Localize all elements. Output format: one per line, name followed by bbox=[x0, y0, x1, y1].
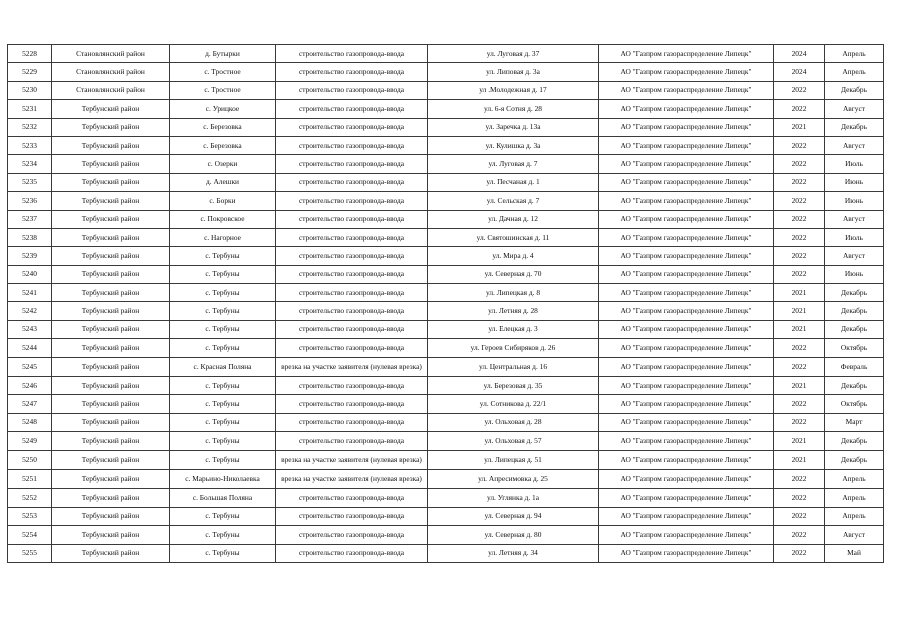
row-number-cell: 5241 bbox=[8, 284, 52, 302]
work-type-cell: строительство газопровода-ввода bbox=[276, 210, 428, 228]
district-cell: Тербунский район bbox=[52, 100, 170, 118]
year-cell: 2022 bbox=[774, 136, 825, 154]
organization-cell: АО "Газпром газораспределение Липецк" bbox=[599, 284, 774, 302]
year-cell: 2022 bbox=[774, 489, 825, 507]
table-row bbox=[8, 377, 884, 395]
work-type-cell: строительство газопровода-ввода bbox=[276, 136, 428, 154]
organization-cell: АО "Газпром газораспределение Липецк" bbox=[599, 210, 774, 228]
district-cell: Тербунский район bbox=[52, 265, 170, 283]
table-row bbox=[8, 357, 884, 376]
address-cell: ул. Летняя д. 34 bbox=[428, 544, 599, 562]
settlement-cell: с. Тербуны bbox=[170, 395, 276, 413]
organization-cell: АО "Газпром газораспределение Липецк" bbox=[599, 357, 774, 376]
address-cell: ул. Песчаная д. 1 bbox=[428, 173, 599, 191]
row-number-cell: 5251 bbox=[8, 469, 52, 488]
organization-cell: АО "Газпром газораспределение Липецк" bbox=[599, 302, 774, 320]
district-cell: Тербунский район bbox=[52, 284, 170, 302]
address-cell: ул. Сельская д. 7 bbox=[428, 192, 599, 210]
address-cell: ул. Сотникова д. 22/1 bbox=[428, 395, 599, 413]
district-cell: Тербунский район bbox=[52, 228, 170, 246]
settlement-cell: с. Тербуны bbox=[170, 247, 276, 265]
year-cell: 2022 bbox=[774, 507, 825, 525]
month-cell: Июнь bbox=[825, 192, 884, 210]
month-cell: Февраль bbox=[825, 357, 884, 376]
organization-cell: АО "Газпром газораспределение Липецк" bbox=[599, 136, 774, 154]
district-cell: Тербунский район bbox=[52, 357, 170, 376]
organization-cell: АО "Газпром газораспределение Липецк" bbox=[599, 228, 774, 246]
district-cell: Тербунский район bbox=[52, 136, 170, 154]
settlement-cell: с. Урицкое bbox=[170, 100, 276, 118]
organization-cell: АО "Газпром газораспределение Липецк" bbox=[599, 155, 774, 173]
district-cell: Тербунский район bbox=[52, 432, 170, 450]
district-cell: Тербунский район bbox=[52, 544, 170, 562]
table-row bbox=[8, 395, 884, 413]
organization-cell: АО "Газпром газораспределение Липецк" bbox=[599, 63, 774, 81]
year-cell: 2022 bbox=[774, 228, 825, 246]
work-type-cell: строительство газопровода-ввода bbox=[276, 100, 428, 118]
district-cell: Тербунский район bbox=[52, 339, 170, 357]
row-number-cell: 5230 bbox=[8, 81, 52, 99]
organization-cell: АО "Газпром газораспределение Липецк" bbox=[599, 377, 774, 395]
address-cell: ул .Молодежная д. 17 bbox=[428, 81, 599, 99]
work-type-cell: строительство газопровода-ввода bbox=[276, 526, 428, 544]
work-type-cell: строительство газопровода-ввода bbox=[276, 228, 428, 246]
row-number-cell: 5244 bbox=[8, 339, 52, 357]
district-cell: Тербунский район bbox=[52, 507, 170, 525]
district-cell: Тербунский район bbox=[52, 377, 170, 395]
settlement-cell: с. Тербуны bbox=[170, 320, 276, 338]
row-number-cell: 5253 bbox=[8, 507, 52, 525]
table-row bbox=[8, 265, 884, 283]
settlement-cell: с. Большая Поляна bbox=[170, 489, 276, 507]
work-type-cell: строительство газопровода-ввода bbox=[276, 173, 428, 191]
address-cell: ул. Кулишка д. 3а bbox=[428, 136, 599, 154]
settlement-cell: д. Алешки bbox=[170, 173, 276, 191]
address-cell: ул. Северная д. 94 bbox=[428, 507, 599, 525]
address-cell: ул. Луговая д. 7 bbox=[428, 155, 599, 173]
table-row bbox=[8, 210, 884, 228]
row-number-cell: 5245 bbox=[8, 357, 52, 376]
work-type-cell: строительство газопровода-ввода bbox=[276, 81, 428, 99]
row-number-cell: 5232 bbox=[8, 118, 52, 136]
address-cell: ул. 6-я Сотня д. 28 bbox=[428, 100, 599, 118]
document-sheet bbox=[7, 44, 883, 563]
organization-cell: АО "Газпром газораспределение Липецк" bbox=[599, 265, 774, 283]
organization-cell: АО "Газпром газораспределение Липецк" bbox=[599, 320, 774, 338]
table-row bbox=[8, 469, 884, 488]
table-row bbox=[8, 339, 884, 357]
address-cell: ул. Святошинская д. 11 bbox=[428, 228, 599, 246]
organization-cell: АО "Газпром газораспределение Липецк" bbox=[599, 173, 774, 191]
row-number-cell: 5231 bbox=[8, 100, 52, 118]
row-number-cell: 5255 bbox=[8, 544, 52, 562]
district-cell: Тербунский район bbox=[52, 173, 170, 191]
settlement-cell: с. Тербуны bbox=[170, 377, 276, 395]
table-row bbox=[8, 100, 884, 118]
year-cell: 2022 bbox=[774, 413, 825, 431]
row-number-cell: 5237 bbox=[8, 210, 52, 228]
table-row bbox=[8, 526, 884, 544]
work-type-cell: строительство газопровода-ввода bbox=[276, 118, 428, 136]
address-cell: ул. Березовая д. 35 bbox=[428, 377, 599, 395]
organization-cell: АО "Газпром газораспределение Липецк" bbox=[599, 395, 774, 413]
month-cell: Август bbox=[825, 136, 884, 154]
settlement-cell: с. Покровское bbox=[170, 210, 276, 228]
table-row bbox=[8, 507, 884, 525]
table-row bbox=[8, 118, 884, 136]
row-number-cell: 5234 bbox=[8, 155, 52, 173]
district-cell: Тербунский район bbox=[52, 247, 170, 265]
work-type-cell: строительство газопровода-ввода bbox=[276, 284, 428, 302]
year-cell: 2022 bbox=[774, 265, 825, 283]
year-cell: 2022 bbox=[774, 469, 825, 488]
work-type-cell: врезка на участке заявителя (нулевая врезка) bbox=[276, 357, 428, 376]
row-number-cell: 5228 bbox=[8, 45, 52, 63]
gas-connection-table bbox=[7, 44, 884, 563]
month-cell: Июнь bbox=[825, 173, 884, 191]
row-number-cell: 5247 bbox=[8, 395, 52, 413]
work-type-cell: строительство газопровода-ввода bbox=[276, 507, 428, 525]
address-cell: ул. Липецкая д. 8 bbox=[428, 284, 599, 302]
address-cell: ул. Дачная д. 12 bbox=[428, 210, 599, 228]
organization-cell: АО "Газпром газораспределение Липецк" bbox=[599, 469, 774, 488]
month-cell: Декабрь bbox=[825, 118, 884, 136]
district-cell: Тербунский район bbox=[52, 155, 170, 173]
year-cell: 2022 bbox=[774, 526, 825, 544]
month-cell: Декабрь bbox=[825, 284, 884, 302]
organization-cell: АО "Газпром газораспределение Липецк" bbox=[599, 544, 774, 562]
district-cell: Тербунский район bbox=[52, 302, 170, 320]
organization-cell: АО "Газпром газораспределение Липецк" bbox=[599, 507, 774, 525]
settlement-cell: с. Борки bbox=[170, 192, 276, 210]
year-cell: 2021 bbox=[774, 377, 825, 395]
settlement-cell: с. Озерки bbox=[170, 155, 276, 173]
month-cell: Апрель bbox=[825, 469, 884, 488]
settlement-cell: с. Тербуны bbox=[170, 265, 276, 283]
address-cell: ул. Северная д. 80 bbox=[428, 526, 599, 544]
row-number-cell: 5238 bbox=[8, 228, 52, 246]
organization-cell: АО "Газпром газораспределение Липецк" bbox=[599, 45, 774, 63]
work-type-cell: строительство газопровода-ввода bbox=[276, 265, 428, 283]
settlement-cell: с. Тербуны bbox=[170, 413, 276, 431]
month-cell: Март bbox=[825, 413, 884, 431]
year-cell: 2021 bbox=[774, 320, 825, 338]
settlement-cell: с. Тербуны bbox=[170, 284, 276, 302]
settlement-cell: с. Березовка bbox=[170, 136, 276, 154]
organization-cell: АО "Газпром газораспределение Липецк" bbox=[599, 100, 774, 118]
row-number-cell: 5246 bbox=[8, 377, 52, 395]
table-row bbox=[8, 450, 884, 469]
organization-cell: АО "Газпром газораспределение Липецк" bbox=[599, 192, 774, 210]
month-cell: Апрель bbox=[825, 489, 884, 507]
year-cell: 2022 bbox=[774, 395, 825, 413]
work-type-cell: строительство газопровода-ввода bbox=[276, 377, 428, 395]
year-cell: 2024 bbox=[774, 63, 825, 81]
district-cell: Тербунский район bbox=[52, 450, 170, 469]
year-cell: 2022 bbox=[774, 339, 825, 357]
work-type-cell: строительство газопровода-ввода bbox=[276, 192, 428, 210]
month-cell: Июль bbox=[825, 155, 884, 173]
month-cell: Декабрь bbox=[825, 320, 884, 338]
row-number-cell: 5243 bbox=[8, 320, 52, 338]
month-cell: Декабрь bbox=[825, 377, 884, 395]
work-type-cell: строительство газопровода-ввода bbox=[276, 302, 428, 320]
month-cell: Август bbox=[825, 247, 884, 265]
work-type-cell: строительство газопровода-ввода bbox=[276, 432, 428, 450]
settlement-cell: с. Тербуны bbox=[170, 450, 276, 469]
year-cell: 2021 bbox=[774, 432, 825, 450]
address-cell: ул. Ольховая д. 28 bbox=[428, 413, 599, 431]
year-cell: 2024 bbox=[774, 45, 825, 63]
district-cell: Тербунский район bbox=[52, 320, 170, 338]
district-cell: Тербунский район bbox=[52, 210, 170, 228]
row-number-cell: 5239 bbox=[8, 247, 52, 265]
organization-cell: АО "Газпром газораспределение Липецк" bbox=[599, 118, 774, 136]
district-cell: Тербунский район bbox=[52, 413, 170, 431]
row-number-cell: 5248 bbox=[8, 413, 52, 431]
table-row bbox=[8, 45, 884, 63]
district-cell: Становлянский район bbox=[52, 63, 170, 81]
table-row bbox=[8, 155, 884, 173]
table-row bbox=[8, 247, 884, 265]
year-cell: 2022 bbox=[774, 173, 825, 191]
table-row bbox=[8, 302, 884, 320]
row-number-cell: 5236 bbox=[8, 192, 52, 210]
year-cell: 2022 bbox=[774, 544, 825, 562]
settlement-cell: с. Тростное bbox=[170, 63, 276, 81]
work-type-cell: врезка на участке заявителя (нулевая врезка) bbox=[276, 450, 428, 469]
settlement-cell: с. Красная Поляна bbox=[170, 357, 276, 376]
district-cell: Тербунский район bbox=[52, 526, 170, 544]
month-cell: Октябрь bbox=[825, 395, 884, 413]
address-cell: ул. Летняя д. 28 bbox=[428, 302, 599, 320]
district-cell: Тербунский район bbox=[52, 469, 170, 488]
district-cell: Становлянский район bbox=[52, 45, 170, 63]
organization-cell: АО "Газпром газораспределение Липецк" bbox=[599, 339, 774, 357]
address-cell: ул. Мира д. 4 bbox=[428, 247, 599, 265]
table-row bbox=[8, 432, 884, 450]
month-cell: Октябрь bbox=[825, 339, 884, 357]
month-cell: Август bbox=[825, 100, 884, 118]
table-body bbox=[8, 45, 884, 563]
address-cell: ул. Героев Сибиряков д. 26 bbox=[428, 339, 599, 357]
district-cell: Становлянский район bbox=[52, 81, 170, 99]
organization-cell: АО "Газпром газораспределение Липецк" bbox=[599, 247, 774, 265]
month-cell: Декабрь bbox=[825, 450, 884, 469]
district-cell: Тербунский район bbox=[52, 118, 170, 136]
work-type-cell: строительство газопровода-ввода bbox=[276, 247, 428, 265]
table-row bbox=[8, 136, 884, 154]
row-number-cell: 5240 bbox=[8, 265, 52, 283]
address-cell: ул. Углянка д. 1а bbox=[428, 489, 599, 507]
organization-cell: АО "Газпром газораспределение Липецк" bbox=[599, 450, 774, 469]
month-cell: Июнь bbox=[825, 265, 884, 283]
address-cell: ул. Липовая д. 3а bbox=[428, 63, 599, 81]
settlement-cell: с. Марьино-Николаевка bbox=[170, 469, 276, 488]
month-cell: Апрель bbox=[825, 63, 884, 81]
month-cell: Декабрь bbox=[825, 81, 884, 99]
row-number-cell: 5235 bbox=[8, 173, 52, 191]
address-cell: ул. Липецкая д. 51 bbox=[428, 450, 599, 469]
row-number-cell: 5249 bbox=[8, 432, 52, 450]
organization-cell: АО "Газпром газораспределение Липецк" bbox=[599, 432, 774, 450]
settlement-cell: с. Тербуны bbox=[170, 339, 276, 357]
address-cell: ул. Заречка д. 13а bbox=[428, 118, 599, 136]
month-cell: Май bbox=[825, 544, 884, 562]
month-cell: Декабрь bbox=[825, 302, 884, 320]
work-type-cell: строительство газопровода-ввода bbox=[276, 544, 428, 562]
district-cell: Тербунский район bbox=[52, 489, 170, 507]
settlement-cell: с. Березовка bbox=[170, 118, 276, 136]
address-cell: ул. Ольховая д. 57 bbox=[428, 432, 599, 450]
settlement-cell: с. Тростное bbox=[170, 81, 276, 99]
address-cell: ул. Центральная д. 16 bbox=[428, 357, 599, 376]
row-number-cell: 5252 bbox=[8, 489, 52, 507]
settlement-cell: с. Тербуны bbox=[170, 302, 276, 320]
year-cell: 2021 bbox=[774, 302, 825, 320]
row-number-cell: 5229 bbox=[8, 63, 52, 81]
year-cell: 2021 bbox=[774, 284, 825, 302]
year-cell: 2022 bbox=[774, 247, 825, 265]
settlement-cell: с. Тербуны bbox=[170, 507, 276, 525]
table-row bbox=[8, 228, 884, 246]
address-cell: ул. Луговая д. 37 bbox=[428, 45, 599, 63]
work-type-cell: строительство газопровода-ввода bbox=[276, 339, 428, 357]
organization-cell: АО "Газпром газораспределение Липецк" bbox=[599, 413, 774, 431]
work-type-cell: строительство газопровода-ввода bbox=[276, 413, 428, 431]
work-type-cell: строительство газопровода-ввода bbox=[276, 155, 428, 173]
work-type-cell: строительство газопровода-ввода bbox=[276, 45, 428, 63]
month-cell: Июль bbox=[825, 228, 884, 246]
organization-cell: АО "Газпром газораспределение Липецк" bbox=[599, 489, 774, 507]
district-cell: Тербунский район bbox=[52, 192, 170, 210]
year-cell: 2022 bbox=[774, 155, 825, 173]
organization-cell: АО "Газпром газораспределение Липецк" bbox=[599, 526, 774, 544]
settlement-cell: с. Тербуны bbox=[170, 544, 276, 562]
month-cell: Апрель bbox=[825, 507, 884, 525]
table-row bbox=[8, 81, 884, 99]
work-type-cell: врезка на участке заявителя (нулевая врезка) bbox=[276, 469, 428, 488]
organization-cell: АО "Газпром газораспределение Липецк" bbox=[599, 81, 774, 99]
table-row bbox=[8, 544, 884, 562]
table-row bbox=[8, 320, 884, 338]
row-number-cell: 5254 bbox=[8, 526, 52, 544]
address-cell: ул. Северная д. 70 bbox=[428, 265, 599, 283]
settlement-cell: с. Нагорное bbox=[170, 228, 276, 246]
year-cell: 2021 bbox=[774, 450, 825, 469]
month-cell: Апрель bbox=[825, 45, 884, 63]
settlement-cell: с. Тербуны bbox=[170, 526, 276, 544]
table-row bbox=[8, 63, 884, 81]
year-cell: 2022 bbox=[774, 192, 825, 210]
month-cell: Август bbox=[825, 526, 884, 544]
year-cell: 2022 bbox=[774, 81, 825, 99]
table-row bbox=[8, 489, 884, 507]
work-type-cell: строительство газопровода-ввода bbox=[276, 63, 428, 81]
year-cell: 2021 bbox=[774, 118, 825, 136]
district-cell: Тербунский район bbox=[52, 395, 170, 413]
work-type-cell: строительство газопровода-ввода bbox=[276, 395, 428, 413]
row-number-cell: 5242 bbox=[8, 302, 52, 320]
settlement-cell: с. Тербуны bbox=[170, 432, 276, 450]
table-row bbox=[8, 192, 884, 210]
month-cell: Декабрь bbox=[825, 432, 884, 450]
row-number-cell: 5233 bbox=[8, 136, 52, 154]
year-cell: 2022 bbox=[774, 100, 825, 118]
table-row bbox=[8, 413, 884, 431]
work-type-cell: строительство газопровода-ввода bbox=[276, 320, 428, 338]
year-cell: 2022 bbox=[774, 210, 825, 228]
settlement-cell: д. Бутырки bbox=[170, 45, 276, 63]
year-cell: 2022 bbox=[774, 357, 825, 376]
row-number-cell: 5250 bbox=[8, 450, 52, 469]
work-type-cell: строительство газопровода-ввода bbox=[276, 489, 428, 507]
address-cell: ул. Апресимовка д. 25 bbox=[428, 469, 599, 488]
table-row bbox=[8, 173, 884, 191]
month-cell: Август bbox=[825, 210, 884, 228]
address-cell: ул. Елецкая д. 3 bbox=[428, 320, 599, 338]
table-row bbox=[8, 284, 884, 302]
